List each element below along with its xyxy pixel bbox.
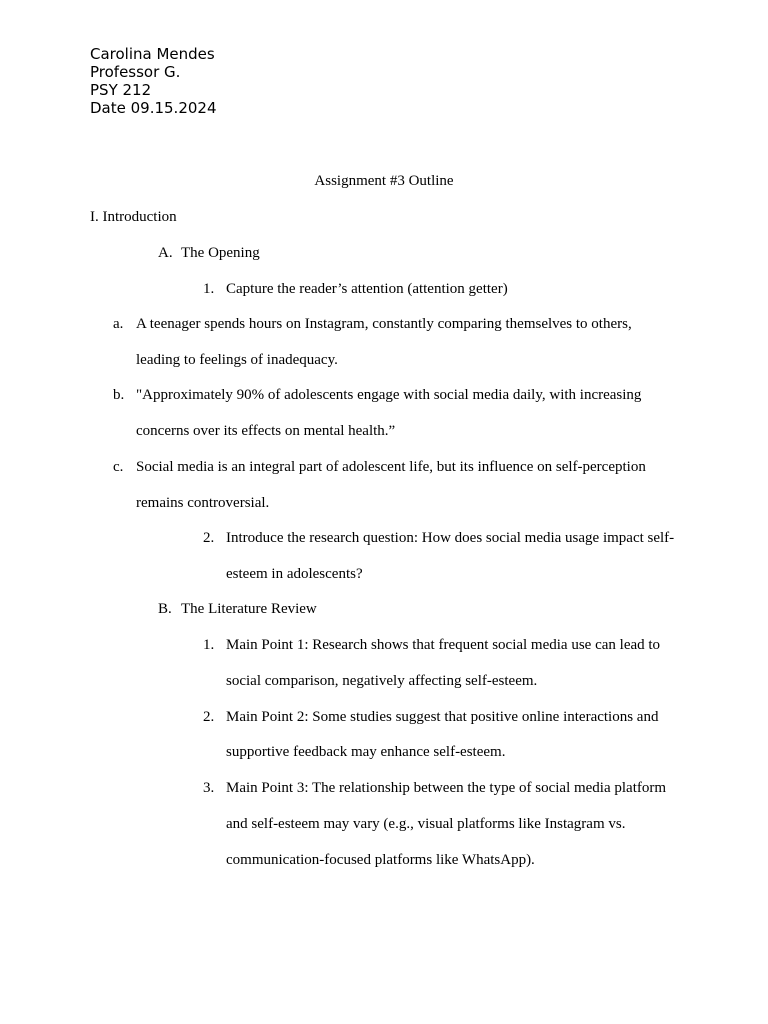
outline-item-text: social comparison, negatively affecting self-esteem. bbox=[226, 673, 538, 689]
outline-marker: 2. bbox=[203, 709, 215, 725]
header-block bbox=[90, 45, 217, 117]
subheading-opening: The Opening bbox=[181, 245, 260, 261]
document-title: Assignment #3 Outline bbox=[314, 173, 454, 189]
course-code: PSY 212 bbox=[90, 81, 152, 99]
outline-marker: B. bbox=[158, 601, 172, 617]
outline-subitem-text: "Approximately 90% of adolescents engage with social media daily, with increasing bbox=[136, 387, 642, 403]
outline-marker: A. bbox=[158, 245, 173, 261]
subheading-literature-review: The Literature Review bbox=[181, 601, 317, 617]
outline-marker: 3. bbox=[203, 780, 215, 796]
outline-marker: b. bbox=[113, 387, 125, 403]
outline-item-text: communication-focused platforms like WhatsApp). bbox=[226, 852, 535, 868]
outline-item-text: supportive feedback may enhance self-esteem. bbox=[226, 744, 506, 760]
date-line: Date 09.15.2024 bbox=[90, 99, 217, 117]
outline-subitem-text: Social media is an integral part of adolescent life, but its influence on self-perception bbox=[136, 459, 646, 475]
outline-marker: a. bbox=[113, 316, 124, 332]
outline-marker: c. bbox=[113, 459, 124, 475]
outline-marker: 1. bbox=[203, 281, 215, 297]
outline-subitem-text: remains controversial. bbox=[136, 495, 270, 511]
outline-item-text: and self-esteem may vary (e.g., visual platforms like Instagram vs. bbox=[226, 816, 626, 832]
outline-subitem-text: leading to feelings of inadequacy. bbox=[136, 352, 338, 368]
outline-subitem-text: concerns over its effects on mental health.” bbox=[136, 423, 396, 439]
professor-name: Professor G. bbox=[90, 63, 181, 81]
outline-item-text: Capture the reader’s attention (attention getter) bbox=[226, 281, 508, 297]
outline-subitem-text: A teenager spends hours on Instagram, constantly comparing themselves to others, bbox=[136, 316, 632, 332]
outline-marker: 2. bbox=[203, 530, 215, 546]
outline-item-text: Introduce the research question: How does social media usage impact self- bbox=[226, 530, 675, 546]
section-heading-introduction: I. Introduction bbox=[90, 209, 177, 225]
outline-item-text: Main Point 1: Research shows that frequent social media use can lead to bbox=[226, 637, 661, 653]
student-name: Carolina Mendes bbox=[90, 45, 215, 63]
outline-item-text: Main Point 3: The relationship between the type of social media platform bbox=[226, 780, 667, 796]
outline-marker: 1. bbox=[203, 637, 215, 653]
outline-item-text: esteem in adolescents? bbox=[226, 566, 363, 582]
outline-item-text: Main Point 2: Some studies suggest that positive online interactions and bbox=[226, 709, 659, 725]
